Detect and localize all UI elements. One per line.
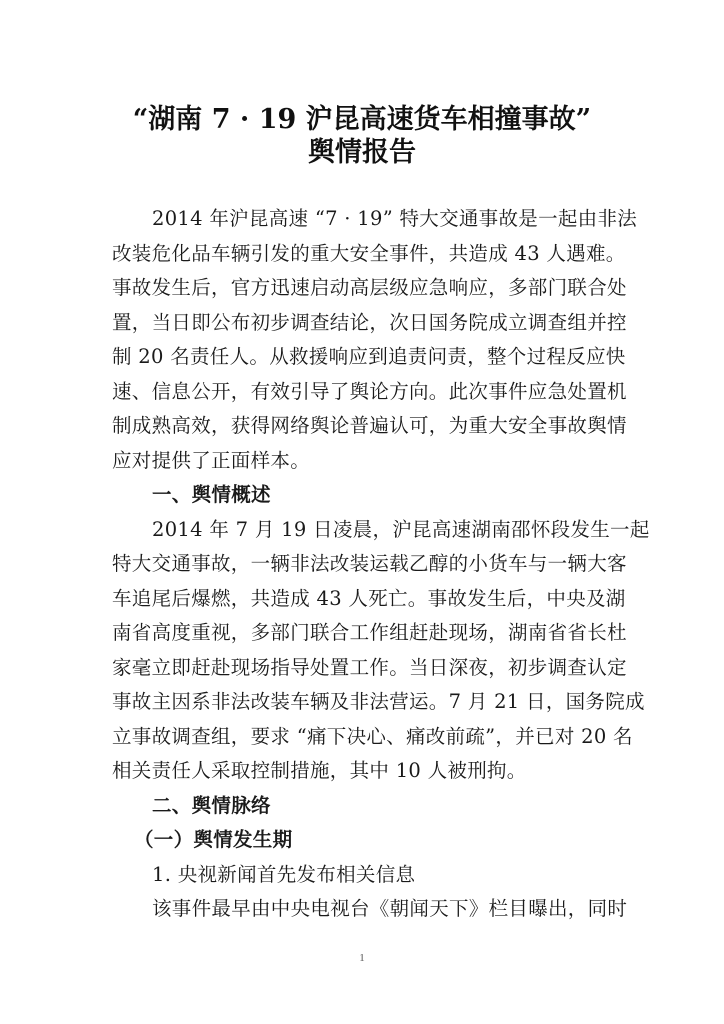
paragraph-line: 家毫立即赶赴现场指导处置工作。当日深夜，初步调查认定 — [112, 655, 627, 679]
paragraph-line: 特大交通事故，一辆非法改装运载乙醇的小货车与一辆大客 — [112, 552, 627, 575]
paragraph-line: 立事故调查组，要求 “痛下决心、痛改前疏”，并已对 20 名 — [112, 724, 633, 748]
subsection-heading-emergence: （一）舆情发生期 — [134, 828, 293, 851]
paragraph-line: 相关责任人采取控制措施，其中 10 人被刑拘。 — [112, 759, 527, 782]
page-number: 1 — [359, 952, 365, 964]
paragraph-line: 2014 年 7 月 19 日凌晨，沪昆高速湖南邵怀段发生一起 — [152, 517, 650, 541]
intro-paragraph — [112, 202, 638, 478]
paragraph-line: 事故发生后，官方迅速启动高层级应急响应，多部门联合处 — [112, 276, 627, 299]
paragraph-line: 制 20 名责任人。从救援响应到追责问责，整个过程反应快 — [112, 345, 626, 368]
paragraph-line: 应对提供了正面样本。 — [112, 448, 311, 472]
document-body — [112, 202, 650, 927]
paragraph-line: 事故主因系非法改装车辆及非法营运。7 月 21 日，国务院成 — [112, 690, 645, 713]
overview-paragraph — [112, 513, 650, 789]
section-heading-overview: 一、舆情概述 — [152, 483, 271, 506]
document-title-line-2: 舆情报告 — [308, 137, 416, 168]
document-title-line-1: “湖南 7 · 19 沪昆高速货车相撞事故” — [132, 104, 592, 135]
paragraph-line: 制成熟高效，获得网络舆论普遍认可，为重大安全事故舆情 — [112, 414, 627, 437]
paragraph-line: 该事件最早由中央电视台《朝闻天下》栏目曝出，同时 — [152, 897, 628, 920]
paragraph-line: 置，当日即公布初步调查结论，次日国务院成立调查组并控 — [112, 310, 627, 334]
section-heading-timeline: 二、舆情脉络 — [152, 793, 271, 817]
paragraph-line: 2014 年沪昆高速 “7 · 19” 特大交通事故是一起由非法 — [152, 207, 638, 230]
paragraph-line: 南省高度重视，多部门联合工作组赶赴现场，湖南省省长杜 — [112, 621, 627, 644]
paragraph-line: 改装危化品车辆引发的重大安全事件，共造成 43 人遇难。 — [112, 241, 626, 265]
paragraph-line: 车追尾后爆燃，共造成 43 人死亡。事故发生后，中央及湖 — [112, 586, 626, 610]
paragraph-line: 速、信息公开，有效引导了舆论方向。此次事件应急处置机 — [112, 379, 627, 403]
item-heading-cctv: 1. 央视新闻首先发布相关信息 — [152, 862, 416, 886]
